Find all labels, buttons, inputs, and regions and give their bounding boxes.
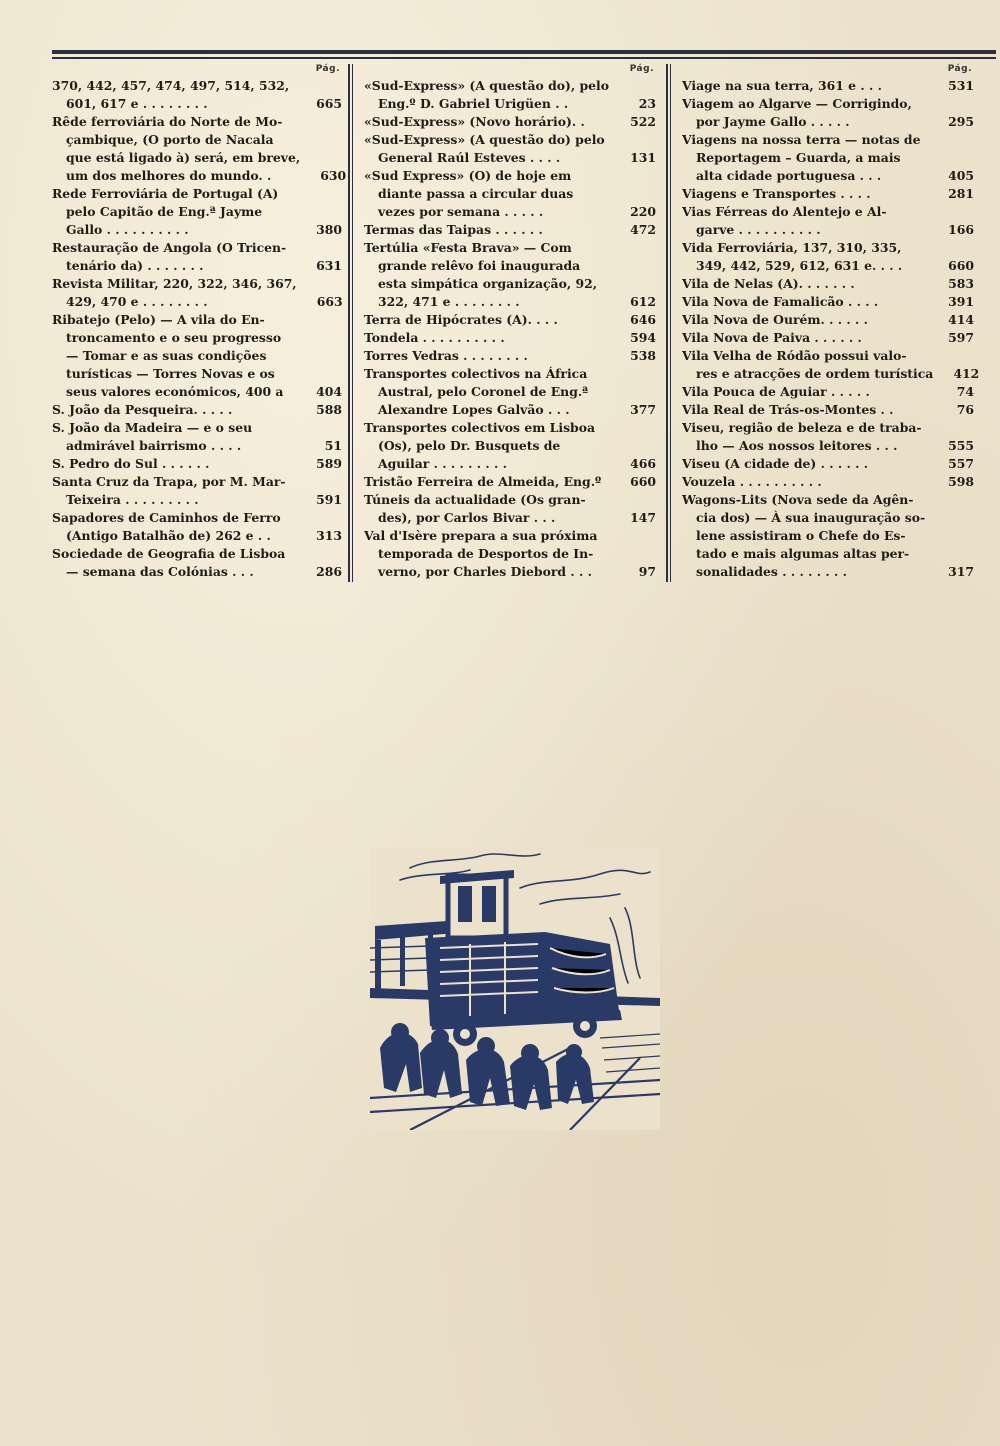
entry-line: Transportes colectivos em Lisboa — [364, 420, 595, 435]
entry-line: Tondela . . . . . . . . . . — [364, 330, 505, 345]
entry-line: 601, 617 e . . . . . . . . — [66, 96, 208, 111]
entry-line: des), por Carlos Bivar . . . — [378, 510, 556, 525]
entry-line: que está ligado à) será, em breve, — [66, 150, 301, 165]
page-column-label: Pág. — [629, 64, 654, 74]
entry-line: Vila Nova de Paiva . . . . . . — [682, 330, 862, 345]
entry-page-number: 646 — [630, 312, 656, 327]
entry-page-number: 380 — [316, 222, 342, 237]
top-rule-thin — [52, 57, 996, 59]
entry-line: çambique, (O porto de Nacala — [66, 132, 274, 147]
entry-title — [364, 311, 614, 329]
entry-title — [52, 419, 300, 455]
index-entry — [52, 455, 342, 473]
entry-page-number: 589 — [316, 456, 342, 471]
entry-line: vezes por semana . . . . . — [378, 204, 544, 219]
index-column-middle — [364, 64, 656, 584]
entry-line: Gallo . . . . . . . . . . — [66, 222, 189, 237]
entry-line: Termas das Taipas . . . . . . — [364, 222, 543, 237]
index-entry — [682, 77, 974, 95]
entry-page-number: 583 — [948, 276, 974, 291]
entry-line: Viseu (A cidade de) . . . . . . — [682, 456, 869, 471]
entry-line: 322, 471 e . . . . . . . . — [378, 294, 520, 309]
index-entry — [364, 131, 656, 167]
entry-page-number: 538 — [630, 348, 656, 363]
entry-title — [682, 185, 932, 203]
index-entry — [682, 203, 974, 239]
entry-title — [364, 113, 614, 131]
index-entry — [682, 473, 974, 491]
entry-page-number: 588 — [316, 402, 342, 417]
index-entry — [364, 311, 656, 329]
entry-title — [682, 95, 932, 131]
index-entry — [52, 311, 342, 401]
entry-page-number: 594 — [630, 330, 656, 345]
entry-title — [682, 239, 932, 275]
entry-line: um dos melhores do mundo. . — [66, 168, 272, 183]
index-entry — [682, 419, 974, 455]
entry-page-number: 97 — [638, 564, 656, 579]
entry-line: S. Pedro do Sul . . . . . . — [52, 456, 210, 471]
entry-page-number: 76 — [956, 402, 974, 417]
entry-line: sonalidades . . . . . . . . — [696, 564, 847, 579]
index-entry — [52, 401, 342, 419]
entry-page-number: 391 — [948, 294, 974, 309]
index-entry — [682, 491, 974, 581]
index-column-left — [52, 64, 347, 584]
index-entry — [364, 329, 656, 347]
entry-page-number: 405 — [948, 168, 974, 183]
entry-line: Vila Pouca de Aguiar . . . . . — [682, 384, 870, 399]
entry-page-number: 51 — [324, 438, 342, 453]
index-entry — [364, 167, 656, 221]
entry-line: Transportes colectivos na África — [364, 366, 588, 381]
index-entry — [682, 239, 974, 275]
entry-line: cia dos) — À sua inauguração so- — [696, 510, 926, 525]
entry-line: 429, 470 e . . . . . . . . — [66, 294, 208, 309]
entry-line: Alexandre Lopes Galvão . . . — [378, 402, 570, 417]
entry-title — [682, 77, 932, 95]
entry-page-number: 591 — [316, 492, 342, 507]
entry-line: tenário da) . . . . . . . — [66, 258, 204, 273]
entry-page-number: 404 — [316, 384, 342, 399]
entry-page-number: 131 — [630, 150, 656, 165]
entry-title — [364, 329, 614, 347]
index-entry — [682, 383, 974, 401]
index-entry — [364, 419, 656, 473]
column-divider — [670, 64, 671, 582]
index-entry — [682, 185, 974, 203]
entry-page-number: 295 — [948, 114, 974, 129]
entry-page-number: 555 — [948, 438, 974, 453]
entry-title — [52, 311, 300, 401]
entry-line: Aguilar . . . . . . . . . — [378, 456, 507, 471]
entry-line: Tertúlia «Festa Brava» — Com — [364, 240, 572, 255]
entry-title — [364, 365, 614, 419]
entry-line: Sapadores de Caminhos de Ferro — [52, 510, 281, 525]
index-entry — [52, 185, 342, 239]
entry-line: «Sud-Express» (A questão do) pelo — [364, 132, 605, 147]
entry-title — [682, 293, 932, 311]
index-entry — [682, 455, 974, 473]
entry-title — [364, 221, 614, 239]
entry-page-number: 281 — [948, 186, 974, 201]
entry-line: diante passa a circular duas — [378, 186, 574, 201]
index-entry — [52, 545, 342, 581]
entry-line: Viagem ao Algarve — Corrigindo, — [682, 96, 912, 111]
entry-title — [364, 239, 614, 311]
index-entry — [682, 275, 974, 293]
entry-title — [364, 77, 614, 113]
entry-page-number: 377 — [630, 402, 656, 417]
index-entry — [682, 311, 974, 329]
entry-title — [682, 419, 932, 455]
entry-page-number: 665 — [316, 96, 342, 111]
entry-line: Vila de Nelas (A). . . . . . . — [682, 276, 855, 291]
index-entry — [364, 221, 656, 239]
entry-line: 349, 442, 529, 612, 631 e. . . . — [696, 258, 903, 273]
entry-title — [52, 545, 300, 581]
entry-title — [52, 275, 301, 311]
entry-line: esta simpática organização, 92, — [378, 276, 598, 291]
entry-page-number: 612 — [630, 294, 656, 309]
entry-page-number: 166 — [948, 222, 974, 237]
index-entry — [364, 365, 656, 419]
entry-page-number: 23 — [638, 96, 656, 111]
entry-line: Vila Nova de Famalicão . . . . — [682, 294, 879, 309]
entry-line: Sociedade de Geografia de Lisboa — [52, 546, 286, 561]
entry-title — [682, 401, 932, 419]
entry-line: troncamento e o seu progresso — [66, 330, 282, 345]
entry-title — [364, 347, 614, 365]
entry-line: S. João da Pesqueira. . . . . — [52, 402, 233, 417]
index-entry — [682, 401, 974, 419]
index-entry — [364, 491, 656, 527]
entry-title — [682, 455, 932, 473]
entry-title — [52, 77, 300, 113]
index-entry — [364, 77, 656, 113]
entry-title — [364, 527, 614, 581]
entry-page-number: 531 — [948, 78, 974, 93]
entry-line: verno, por Charles Diebord . . . — [378, 564, 592, 579]
entry-title — [364, 491, 614, 527]
entry-line: S. João da Madeira — e o seu — [52, 420, 253, 435]
entry-line: Túneis da actualidade (Os gran- — [364, 492, 586, 507]
entry-line: Viseu, região de beleza e de traba- — [682, 420, 922, 435]
entry-title — [364, 131, 614, 167]
entry-list — [364, 77, 656, 581]
entry-line: turísticas — Torres Novas e os — [66, 366, 275, 381]
entry-title — [52, 455, 300, 473]
entry-title — [52, 509, 300, 545]
entry-title — [682, 203, 932, 239]
entry-title — [52, 113, 304, 185]
entry-line: grande relêvo foi inaugurada — [378, 258, 581, 273]
entry-line: Rêde ferroviária do Norte de Mo- — [52, 114, 283, 129]
entry-line: Terra de Hipócrates (A). . . . — [364, 312, 558, 327]
entry-line: alta cidade portuguesa . . . — [696, 168, 882, 183]
entry-line: Viagens na nossa terra — notas de — [682, 132, 921, 147]
entry-line: Santa Cruz da Trapa, por M. Mar- — [52, 474, 286, 489]
entry-page-number: 557 — [948, 456, 974, 471]
entry-line: 370, 442, 457, 474, 497, 514, 532, — [52, 78, 290, 93]
index-entry — [52, 509, 342, 545]
entry-line: Austral, pelo Coronel de Eng.ª — [378, 384, 589, 399]
entry-title — [682, 131, 932, 185]
entry-page-number: 597 — [948, 330, 974, 345]
entry-line: por Jayme Gallo . . . . . — [696, 114, 850, 129]
column-divider — [348, 64, 350, 582]
entry-line: tado e mais algumas altas per- — [696, 546, 910, 561]
entry-title — [52, 185, 300, 239]
index-entry — [682, 95, 974, 131]
entry-line: lho — Aos nossos leitores . . . — [696, 438, 898, 453]
entry-title — [682, 473, 932, 491]
index-entry — [52, 113, 347, 185]
entry-line: — Tomar e as suas condições — [66, 348, 267, 363]
entry-title — [364, 473, 614, 491]
entry-page-number: 598 — [948, 474, 974, 489]
entry-title — [682, 491, 932, 581]
entry-list — [52, 77, 347, 581]
entry-line: «Sud-Express» (A questão do), pelo — [364, 78, 610, 93]
index-entry — [52, 473, 342, 509]
entry-page-number: 631 — [316, 258, 342, 273]
entry-line: (Os), pelo Dr. Busquets de — [378, 438, 561, 453]
entry-line: Eng.º D. Gabriel Urigüen . . — [378, 96, 569, 111]
index-entry — [682, 347, 980, 383]
entry-title — [52, 473, 300, 509]
index-entry — [682, 293, 974, 311]
entry-line: garve . . . . . . . . . . — [696, 222, 821, 237]
entry-line: Val d'Isère prepara a sua próxima — [364, 528, 598, 543]
entry-page-number: 414 — [948, 312, 974, 327]
entry-page-number: 286 — [316, 564, 342, 579]
index-entry — [52, 239, 342, 275]
entry-line: Revista Militar, 220, 322, 346, 367, — [52, 276, 297, 291]
index-entry — [52, 419, 342, 455]
entry-title — [682, 329, 932, 347]
entry-page-number: 522 — [630, 114, 656, 129]
woodcut-illustration-railway-workers — [370, 848, 660, 1130]
index-entry — [364, 347, 656, 365]
entry-line: Vida Ferroviária, 137, 310, 335, — [682, 240, 902, 255]
entry-line: pelo Capitão de Eng.ª Jayme — [66, 204, 263, 219]
entry-line: admirável bairrismo . . . . — [66, 438, 242, 453]
entry-page-number: 663 — [316, 294, 343, 309]
entry-title — [682, 275, 932, 293]
entry-page-number: 74 — [956, 384, 974, 399]
entry-line: Reportagem – Guarda, a mais — [696, 150, 901, 165]
page-column-label: Pág. — [947, 64, 972, 74]
entry-line: Rede Ferroviária de Portugal (A) — [52, 186, 279, 201]
entry-line: Vias Férreas do Alentejo e Al- — [682, 204, 887, 219]
entry-page-number: 630 — [320, 168, 347, 183]
index-column-right — [682, 64, 980, 584]
entry-line: Restauração de Angola (O Tricen- — [52, 240, 287, 255]
column-divider — [666, 64, 668, 582]
page-column-label: Pág. — [315, 64, 340, 74]
entry-page-number: 313 — [316, 528, 342, 543]
entry-title — [682, 311, 932, 329]
entry-line: Torres Vedras . . . . . . . . — [364, 348, 528, 363]
entry-line: «Sud Express» (O) de hoje em — [364, 168, 572, 183]
entry-line: temporada de Desportos de In- — [378, 546, 594, 561]
entry-line: (Antigo Batalhão de) 262 e . . — [66, 528, 271, 543]
entry-title — [682, 383, 932, 401]
entry-line: Vila Real de Trás-os-Montes . . — [682, 402, 894, 417]
entry-line: Viage na sua terra, 361 e . . . — [682, 78, 882, 93]
entry-page-number: 412 — [953, 366, 980, 381]
entry-title — [364, 167, 614, 221]
entry-page-number: 660 — [630, 474, 656, 489]
entry-page-number: 220 — [630, 204, 656, 219]
entry-line: General Raúl Esteves . . . . — [378, 150, 561, 165]
index-entry — [364, 113, 656, 131]
entry-line: «Sud-Express» (Novo horário). . — [364, 114, 585, 129]
entry-page-number: 147 — [630, 510, 656, 525]
index-entry — [682, 329, 974, 347]
entry-page-number: 466 — [630, 456, 656, 471]
entry-line: lene assistiram o Chefe do Es- — [696, 528, 906, 543]
entry-title — [682, 347, 937, 383]
entry-page-number: 472 — [630, 222, 656, 237]
index-entry — [52, 77, 342, 113]
entry-page-number: 660 — [948, 258, 974, 273]
entry-title — [52, 239, 300, 275]
index-entry — [52, 275, 342, 311]
entry-line: — semana das Colónias . . . — [66, 564, 254, 579]
entry-line: Viagens e Transportes . . . . — [682, 186, 871, 201]
index-entry — [364, 527, 656, 581]
entry-line: Vila Velha de Ródão possui valo- — [682, 348, 907, 363]
index-entry — [364, 473, 656, 491]
entry-line: Vouzela . . . . . . . . . . — [682, 474, 822, 489]
entry-line: Teixeira . . . . . . . . . — [66, 492, 199, 507]
index-entry — [364, 239, 656, 311]
column-divider — [352, 64, 353, 582]
entry-title — [364, 419, 614, 473]
entry-line: Vila Nova de Ourém. . . . . . — [682, 312, 868, 327]
entry-line: Ribatejo (Pelo) — A vila do En- — [52, 312, 265, 327]
entry-title — [52, 401, 300, 419]
top-rule-thick — [52, 50, 996, 54]
entry-page-number: 317 — [948, 564, 974, 579]
entry-line: seus valores económicos, 400 a — [66, 384, 284, 399]
index-entry — [682, 131, 974, 185]
entry-line: Tristão Ferreira de Almeida, Eng.º — [364, 474, 602, 489]
entry-line: res e atracções de ordem turística — [696, 366, 934, 381]
entry-list — [682, 77, 980, 581]
entry-line: Wagons-Lits (Nova sede da Agên- — [682, 492, 914, 507]
